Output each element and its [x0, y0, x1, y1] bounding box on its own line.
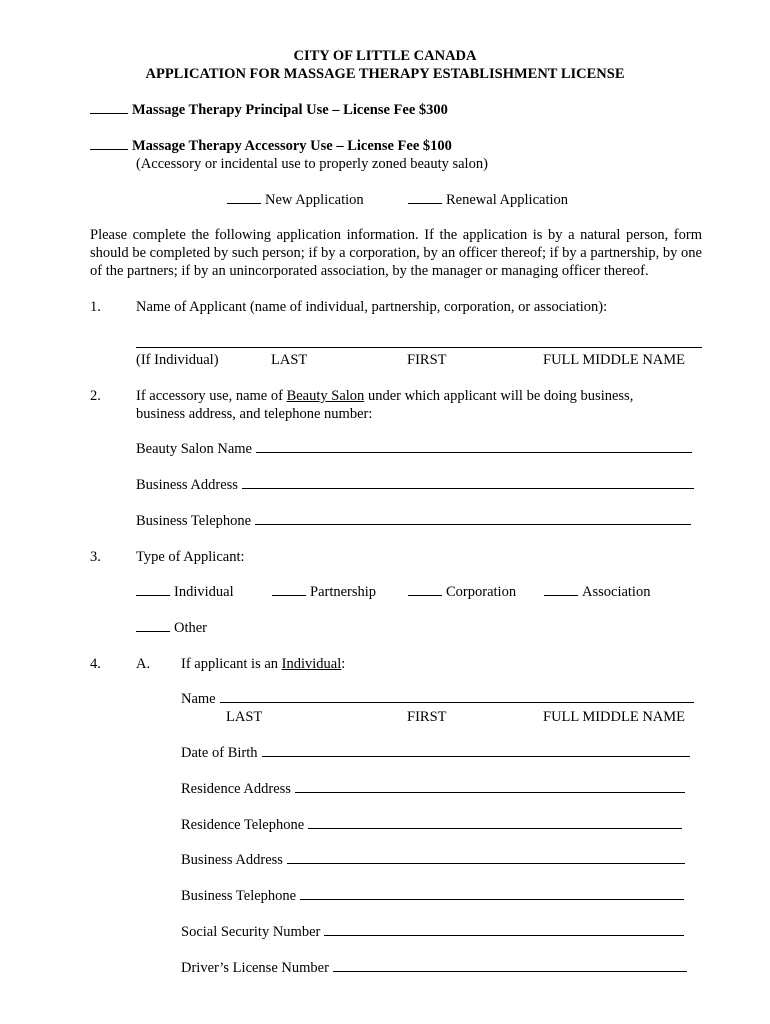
- type-partnership-blank[interactable]: [272, 583, 306, 596]
- ssn-row: [181, 923, 684, 941]
- q4-business-telephone-field[interactable]: [300, 887, 684, 900]
- dob-field[interactable]: [262, 744, 690, 757]
- dob-label: Date of Birth: [181, 745, 258, 761]
- q1-number: 1.: [90, 299, 101, 315]
- q4-text-pre: If applicant is an: [181, 656, 282, 672]
- new-application-label: New Application: [265, 192, 364, 208]
- type-partnership-option[interactable]: [272, 583, 376, 601]
- q4-business-telephone-label: Business Telephone: [181, 888, 297, 904]
- residence-address-field[interactable]: [295, 780, 685, 793]
- q1-middle-label: FULL MIDDLE NAME: [543, 352, 686, 368]
- new-application-blank[interactable]: [227, 191, 261, 204]
- accessory-use-label: Massage Therapy Accessory Use – License Fee $100: [132, 138, 452, 154]
- accessory-use-blank[interactable]: [90, 137, 128, 150]
- new-application-option[interactable]: [227, 191, 364, 209]
- type-individual-option[interactable]: [136, 583, 234, 601]
- dob-row: [181, 744, 690, 762]
- title-line-2: APPLICATION FOR MASSAGE THERAPY ESTABLISHMENT LICENSE: [145, 66, 625, 82]
- salon-name-field[interactable]: [256, 440, 692, 453]
- salon-name-label: Beauty Salon Name: [136, 441, 252, 457]
- residence-telephone-label: Residence Telephone: [181, 817, 305, 833]
- q2-business-telephone-row: [136, 512, 691, 530]
- q1-text: Name of Applicant (name of individual, partnership, corporation, or association):: [136, 299, 608, 315]
- q2-number: 2.: [90, 388, 101, 404]
- q2-text-post: under which applicant will be doing business,: [364, 388, 634, 404]
- q4-name-field[interactable]: [220, 690, 694, 703]
- type-association-option[interactable]: [544, 583, 650, 601]
- type-corporation-blank[interactable]: [408, 583, 442, 596]
- instructions-paragraph: Please complete the following application information. If the application is by a natural person, form should be completed by such person; if by a corporation, by an officer thereof; if by a partnership, by one of the partners; if by an unincorporated association, by the manager or managing officer thereof.: [90, 227, 702, 279]
- type-individual-blank[interactable]: [136, 583, 170, 596]
- drivers-license-field[interactable]: [333, 959, 687, 972]
- q4-business-address-field[interactable]: [287, 851, 685, 864]
- renewal-application-label: Renewal Application: [446, 192, 569, 208]
- applicant-name-line[interactable]: [136, 347, 702, 348]
- salon-name-row: [136, 440, 692, 458]
- accessory-use-option[interactable]: [90, 137, 452, 155]
- q2-business-address-field[interactable]: [242, 476, 694, 489]
- type-other-label: Other: [174, 620, 208, 636]
- q3-number: 3.: [90, 549, 101, 565]
- q2-beauty-salon: Beauty Salon: [286, 388, 365, 404]
- q2-business-telephone-label: Business Telephone: [136, 513, 252, 529]
- principal-use-blank[interactable]: [90, 101, 128, 114]
- residence-address-row: [181, 780, 685, 798]
- q2-business-address-row: [136, 476, 694, 494]
- drivers-license-label: Driver’s License Number: [181, 960, 329, 976]
- q4-first-label: FIRST: [407, 709, 447, 725]
- principal-use-option[interactable]: [90, 101, 448, 119]
- residence-address-label: Residence Address: [181, 781, 291, 797]
- accessory-note: (Accessory or incidental use to properly zoned beauty salon): [136, 156, 488, 172]
- type-corporation-option[interactable]: [408, 583, 516, 601]
- q4-name-label: Name: [181, 691, 216, 707]
- ssn-field[interactable]: [324, 923, 684, 936]
- type-other-blank[interactable]: [136, 619, 170, 632]
- title-line-1: CITY OF LITTLE CANADA: [293, 48, 477, 64]
- q2-business-telephone-field[interactable]: [255, 512, 691, 525]
- q1-last-label: LAST: [271, 352, 308, 368]
- q2-text-pre: If accessory use, name of: [136, 388, 287, 404]
- q2-text-line2: business address, and telephone number:: [136, 406, 373, 422]
- q4-individual: Individual: [281, 656, 342, 672]
- ssn-label: Social Security Number: [181, 924, 321, 940]
- q4-text: [181, 655, 345, 673]
- q4-middle-label: FULL MIDDLE NAME: [543, 709, 686, 725]
- type-other-option[interactable]: [136, 619, 207, 637]
- q4-business-telephone-row: [181, 887, 684, 905]
- renewal-application-blank[interactable]: [408, 191, 442, 204]
- q4-letter: A.: [136, 656, 151, 672]
- residence-telephone-field[interactable]: [308, 816, 682, 829]
- q4-text-post: :: [341, 656, 346, 672]
- drivers-license-row: [181, 959, 687, 977]
- renewal-application-option[interactable]: [408, 191, 568, 209]
- q1-if-individual: (If Individual): [136, 352, 219, 368]
- type-partnership-label: Partnership: [310, 584, 377, 600]
- q4-business-address-row: [181, 851, 685, 869]
- type-association-blank[interactable]: [544, 583, 578, 596]
- q4-last-label: LAST: [226, 709, 263, 725]
- residence-telephone-row: [181, 816, 682, 834]
- q1-first-label: FIRST: [407, 352, 447, 368]
- q4-name-row: [181, 690, 694, 708]
- type-association-label: Association: [582, 584, 651, 600]
- q4-number: 4.: [90, 656, 101, 672]
- type-individual-label: Individual: [174, 584, 234, 600]
- q4-business-address-label: Business Address: [181, 852, 283, 868]
- q2-business-address-label: Business Address: [136, 477, 238, 493]
- q3-text: Type of Applicant:: [136, 549, 245, 565]
- q2-text: [136, 387, 633, 405]
- type-corporation-label: Corporation: [446, 584, 517, 600]
- principal-use-label: Massage Therapy Principal Use – License Fee $300: [132, 102, 448, 118]
